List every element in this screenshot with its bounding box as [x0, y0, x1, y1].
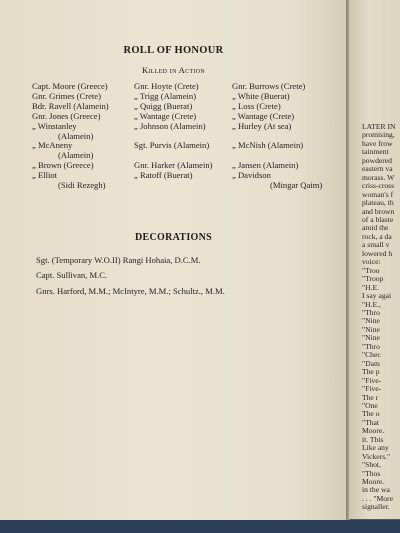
roll-of-honour-title: ROLL OF HONOUR: [123, 45, 224, 56]
facing-page-text: [362, 123, 396, 512]
roll-entry-name: Gnr. Jones (Greece): [32, 110, 101, 121]
roll-entry-name: Gnr. Hoyte (Crete): [134, 81, 199, 91]
facing-page-line: "Chec: [362, 350, 381, 360]
roll-entry-name: „ McNish (Alamein): [232, 140, 304, 151]
roll-entry: [232, 141, 322, 151]
decoration-line: Gnrs. Harford, M.M.; McIntyre, M.M.; Schultz., M.M.: [36, 285, 225, 296]
facing-page-line: "Nine: [362, 324, 380, 334]
roll-entry: [232, 171, 322, 191]
roll-entry-name: Sgt. Purvis (Alamein): [134, 140, 210, 151]
facing-page-line: I say agai: [362, 291, 392, 301]
facing-page-line: "Five-: [362, 375, 382, 385]
facing-page-line: Like any: [362, 443, 389, 453]
roll-entry-name: „ Quigg (Buerat): [134, 100, 193, 111]
roll-entry-name: „ Wantage (Crete): [134, 110, 197, 121]
roll-entry-name: „ Winstanley: [32, 120, 77, 131]
facing-page-line: "Thro: [362, 307, 380, 317]
roll-entry-name: „ Trigg (Alamein): [134, 90, 197, 101]
facing-page-line: . . . "More: [362, 493, 393, 503]
facing-page-line: "That: [362, 417, 380, 427]
facing-page-line: it. This: [362, 434, 384, 444]
roll-entry-name: „ Wantage (Crete): [232, 110, 295, 121]
roll-entry: [232, 122, 322, 132]
facing-page-line: woman's f: [362, 189, 394, 199]
roll-entry-name: „ Ratoff (Buerat): [134, 170, 193, 181]
roll-entry-name: „ Davidson: [232, 170, 271, 181]
roll-entry: [134, 171, 213, 181]
facing-page-line: "Thro: [362, 341, 380, 351]
facing-page-line: "H.E.: [362, 282, 380, 292]
roll-entry: [134, 122, 213, 132]
roll-entry-name: Gnr. Grimes (Crete): [32, 90, 101, 101]
roll-entry-name: Capt. Moore (Greece): [32, 81, 108, 91]
roll-entry-name: Gnr. Burrows (Crete): [232, 81, 306, 91]
facing-page-line: "Troop: [362, 274, 384, 284]
roll-entry-name: „ Jansen (Alamein): [232, 160, 299, 171]
roll-entry: [32, 122, 109, 142]
roll-entry-name: Bdr. Ravell (Alamein): [32, 100, 109, 111]
facing-page-line: "Dam: [362, 358, 380, 368]
facing-page-line: "Nine: [362, 333, 380, 343]
facing-page-line: plateau, th: [362, 198, 394, 208]
facing-page-line: The r: [362, 392, 379, 402]
facing-page-line: a small v: [362, 240, 390, 250]
decorations-list: [36, 253, 225, 299]
facing-page-line: signaller.: [362, 502, 390, 512]
facing-page-line: "Thos: [362, 468, 381, 478]
roll-column-2: [134, 82, 213, 181]
decorations-title: DECORATIONS: [134, 232, 213, 243]
facing-page-line: voice:: [362, 257, 381, 267]
decoration-line: Capt. Sullivan, M.C.: [36, 270, 108, 281]
book-cover-edge: [0, 520, 400, 533]
roll-entry-name: „ Johnson (Alamein): [134, 120, 206, 131]
roll-entry-name: „ Elliot: [32, 170, 58, 181]
facing-page-line: "Troo: [362, 265, 380, 275]
roll-entry-name: „ McAneny: [32, 140, 73, 151]
facing-page-line: have frow: [362, 138, 393, 148]
facing-page-line: and brown: [362, 206, 395, 216]
facing-page-line: Moore.: [362, 426, 385, 436]
roll-entry-place: (Alamein): [58, 150, 94, 161]
roll-entry-place: (Sidi Rezegh): [58, 180, 106, 191]
right-book-page: [349, 0, 400, 519]
roll-entry-name: Gnr. Harker (Alamein): [134, 160, 213, 171]
facing-page-line: morass. W: [362, 172, 395, 182]
roll-entry-name: „ White (Buerat): [232, 90, 290, 101]
facing-page-line: "Nine: [362, 316, 380, 326]
facing-page-line: "Five-: [362, 384, 382, 394]
facing-page-line: criss-cross: [362, 181, 395, 191]
roll-entry: [32, 171, 109, 191]
facing-page-line: LATER IN: [362, 122, 396, 131]
facing-page-line: in the wa: [362, 485, 390, 495]
facing-page-line: eastern va: [362, 164, 393, 174]
facing-page-line: rock, a da: [362, 231, 392, 241]
roll-entry-name: „ Loss (Crete): [232, 100, 281, 111]
facing-page-line: of a blaste: [362, 214, 394, 224]
roll-entry: [32, 141, 109, 161]
roll-entry-name: „ Hurley (At sea): [232, 120, 292, 131]
facing-page-line: amid the: [362, 223, 389, 233]
decoration-line: Sgt. (Temporary W.O.II) Rangi Hohaia, D.C.M.: [36, 255, 201, 265]
facing-page-line: The o: [362, 409, 380, 419]
roll-entry-place: (Mingar Qaim): [270, 180, 323, 191]
facing-page-line: Moore.: [362, 477, 385, 487]
facing-page-line: "Shot,: [362, 460, 381, 470]
roll-entry-name: „ Brown (Greece): [32, 160, 94, 171]
facing-page-line: powdered: [362, 155, 392, 165]
facing-page-line: promising,: [362, 130, 395, 140]
facing-page-line: Vickers.": [362, 451, 391, 461]
facing-page-line: tainment: [362, 147, 389, 157]
facing-page-line: "One: [362, 400, 378, 410]
killed-in-action-subtitle: Killed in Action: [141, 65, 206, 75]
roll-column-3: [232, 82, 322, 191]
roll-entry-place: (Alamein): [58, 130, 94, 141]
roll-entry: [134, 141, 213, 151]
facing-page-line: The p: [362, 367, 380, 377]
facing-page-line: "H.E.,: [362, 299, 381, 309]
roll-column-1: [32, 82, 109, 191]
facing-page-line: lowered h: [362, 248, 393, 258]
